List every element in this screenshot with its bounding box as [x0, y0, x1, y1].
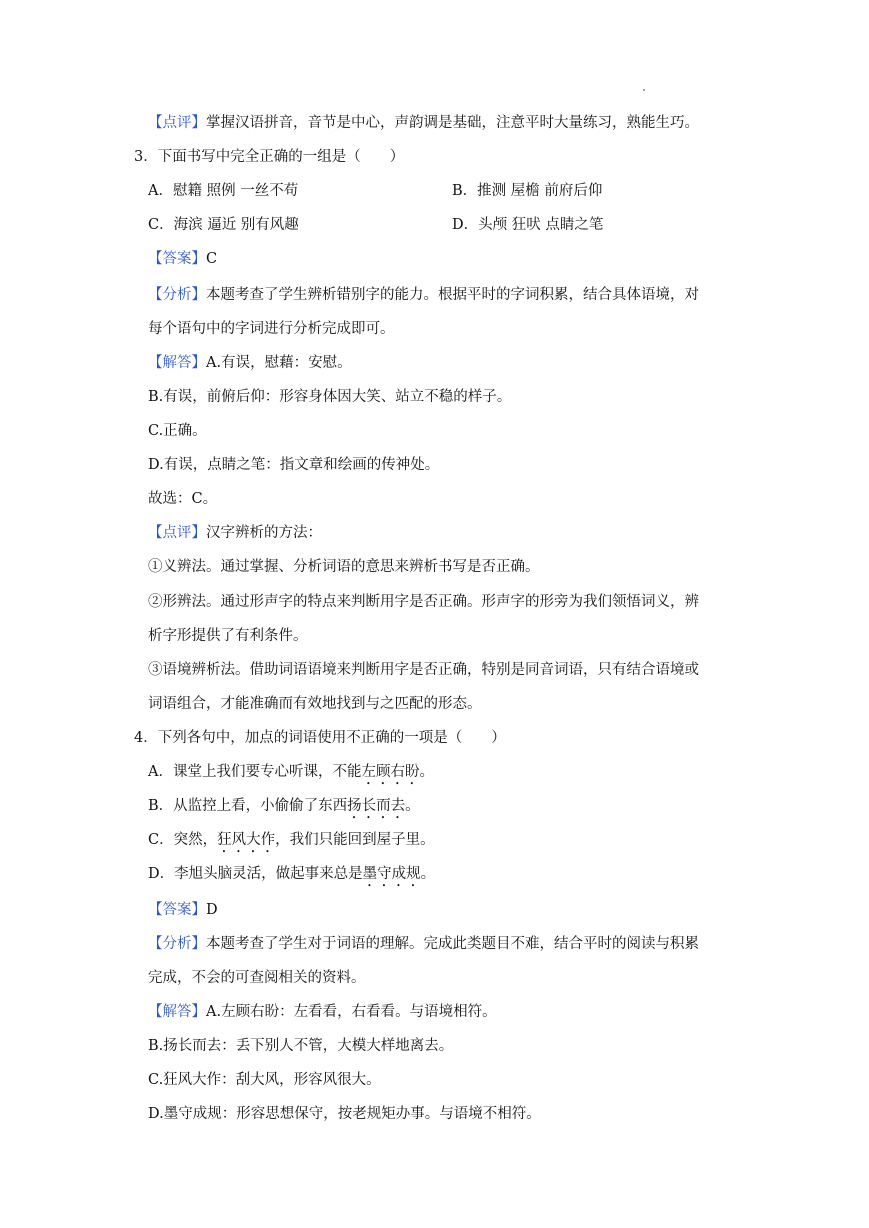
q4-solution-a: [148, 1002, 497, 1022]
answer-tag: 【答案】: [148, 902, 206, 918]
q3-option-a: A．慰籍 照例 一丝不苟: [148, 183, 299, 199]
solution-tag: 【解答】: [148, 355, 206, 371]
analysis-tag: 【分析】: [148, 287, 206, 303]
q4-answer: [148, 900, 218, 920]
comment-intro: 汉字辨析的方法：: [206, 525, 322, 541]
option-text: D．李旭头脑灵活，做起事来总是: [148, 866, 363, 882]
q3-option-d: D．头颅 狂吠 点睛之笔: [452, 217, 604, 233]
q4-stem: 4．下列各句中，加点的词语使用不正确的一项是（ ）: [134, 730, 506, 746]
stray-dot: [643, 89, 645, 91]
option-text-end: 。: [405, 798, 420, 814]
q3-analysis-line2: 每个语句中的字词进行分析完成即可。: [148, 321, 395, 337]
q3-solution-b: B.有误，前俯后仰：形容身体因大笑、站立不稳的样子。: [148, 389, 512, 405]
q4-option-b: [148, 796, 420, 822]
q3-comment: [148, 523, 322, 543]
q3-solution-d: D.有误，点睛之笔：指文章和绘画的传神处。: [148, 457, 440, 473]
option-text-end: 。: [420, 866, 436, 882]
q4-analysis-line2: 完成，不会的可查阅相关的资料。: [148, 970, 366, 986]
solution-tag: 【解答】: [148, 1004, 206, 1020]
option-text-end: 。: [419, 764, 434, 780]
option-text-end: ，我们只能回到屋子里。: [275, 832, 435, 848]
dotted-word: 左顾右盼: [361, 764, 420, 780]
dotted-word: 墨守成规: [362, 866, 421, 882]
solution-text: A.左顾右盼：左看看，右看看。与语境相符。: [206, 1004, 497, 1020]
comment-text: 掌握汉语拼音，音节是中心，声韵调是基础，注意平时大量练习，熟能生巧。: [206, 115, 699, 131]
q4-solution-b: B.扬长而去：丢下别人不管，大模大样地离去。: [148, 1038, 454, 1054]
q4-option-c: [148, 830, 435, 856]
q3-option-b: B．推测 屋檐 前府后仰: [452, 183, 603, 199]
q3-method-2-line2: 析字形提供了有利条件。: [148, 628, 308, 644]
q3-answer: [148, 249, 217, 269]
analysis-tag: 【分析】: [148, 936, 206, 952]
option-text: C．突然，: [148, 832, 218, 848]
dotted-word: 狂风大作: [217, 832, 276, 848]
analysis-text: 本题考查了学生辨析错别字的能力。根据平时的字词积累，结合具体语境，对: [206, 287, 699, 303]
option-text: B．从监控上看，小偷偷了东西: [148, 798, 348, 814]
analysis-text: 本题考查了学生对于词语的理解。完成此类题目不难，结合平时的阅读与积累: [206, 936, 699, 952]
comment-tag: 【点评】: [148, 525, 206, 541]
top-comment: [148, 113, 699, 133]
q4-analysis-line1: [148, 934, 699, 954]
q4-option-a: [148, 762, 434, 788]
q3-analysis-line1: [148, 285, 699, 305]
q4-option-d: [148, 864, 435, 890]
q3-method-1: ①义辨法。通过掌握、分析词语的意思来辨析书写是否正确。: [148, 559, 540, 575]
q4-solution-c: C.狂风大作：刮大风，形容风很大。: [148, 1072, 381, 1088]
answer-value: C: [206, 251, 218, 267]
q3-solution-c: C.正确。: [148, 423, 207, 439]
dotted-word: 扬长而去: [347, 798, 406, 814]
solution-text: A.有误，慰藉：安慰。: [206, 355, 352, 371]
q3-option-c: C．海滨 逼近 别有风趣: [148, 217, 299, 233]
answer-tag: 【答案】: [148, 251, 206, 267]
q3-method-3-line1: ③语境辨析法。借助词语语境来判断用字是否正确，特别是同音词语，只有结合语境或: [148, 662, 699, 678]
q3-solution-a: [148, 353, 352, 373]
option-text: A．课堂上我们要专心听课，不能: [148, 764, 362, 780]
q3-method-3-line2: 词语组合，才能准确而有效地找到与之匹配的形态。: [148, 696, 482, 712]
q4-solution-d: D.墨守成规：形容思想保守，按老规矩办事。与语境不相符。: [148, 1106, 541, 1122]
q3-choose: 故选：C。: [148, 491, 218, 507]
answer-value: D: [206, 902, 218, 918]
q3-method-2-line1: ②形辨法。通过形声字的特点来判断用字是否正确。形声字的形旁为我们领悟词义，辨: [148, 594, 699, 610]
q3-stem: 3．下面书写中完全正确的一组是（ ）: [134, 149, 405, 165]
comment-tag: 【点评】: [148, 115, 206, 131]
